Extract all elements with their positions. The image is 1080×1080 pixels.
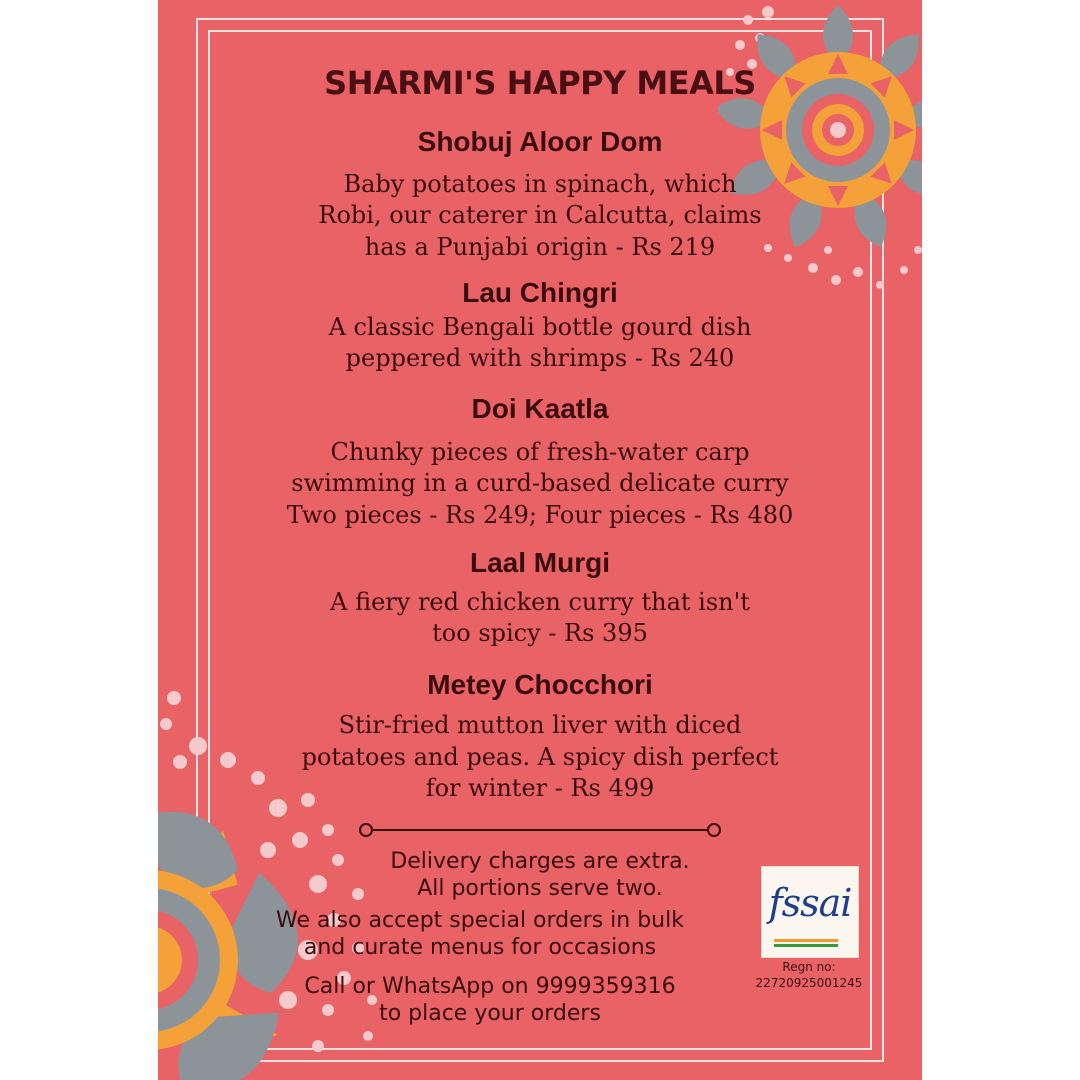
fssai-logo	[761, 866, 859, 958]
special-orders-note: and curate menus for occasions	[303, 935, 657, 960]
special-orders-note: We also accept special orders in bulk	[276, 908, 684, 933]
registration-label: Regn no:	[782, 960, 836, 974]
dish-description-line: Two pieces - Rs 249; Four pieces - Rs 480	[286, 501, 794, 529]
dish-name: Lau Chingri	[462, 277, 618, 308]
dish-description-line: for winter - Rs 499	[425, 774, 655, 802]
dish-description-line: potatoes and peas. A spicy dish perfect	[301, 743, 779, 771]
fssai-orange-stripe	[774, 939, 838, 942]
menu-card	[158, 0, 922, 1080]
dish-description-line: peppered with shrimps - Rs 240	[345, 344, 735, 372]
dish-description-line: Stir-fried mutton liver with diced	[338, 711, 742, 739]
dish-description-line: A classic Bengali bottle gourd dish	[328, 313, 752, 341]
dish-name: Doi Kaatla	[471, 393, 609, 424]
registration-number: 22720925001245	[755, 976, 863, 990]
dish-description-line: swimming in a curd-based delicate curry	[291, 469, 789, 497]
dish-description-line: too spicy - Rs 395	[432, 619, 648, 647]
dish-description-line: Chunky pieces of fresh-water carp	[330, 438, 750, 466]
divider-line	[358, 822, 722, 838]
fssai-green-stripe	[774, 944, 838, 947]
portions-note: All portions serve two.	[417, 876, 663, 901]
delivery-note: Delivery charges are extra.	[390, 849, 690, 874]
dish-description-line: has a Punjabi origin - Rs 219	[364, 233, 716, 261]
menu-content	[158, 0, 922, 1080]
contact-line: Call or WhatsApp on 9999359316	[304, 974, 676, 999]
dish-name: Shobuj Aloor Dom	[417, 126, 663, 157]
fssai-logo-text: fssai	[768, 881, 852, 925]
dish-description-line: Robi, our caterer in Calcutta, claims	[318, 201, 762, 229]
dish-name: Metey Chocchori	[427, 669, 653, 700]
dish-description-line: A fiery red chicken curry that isn't	[330, 588, 750, 616]
dish-description-line: Baby potatoes in spinach, which	[343, 170, 737, 198]
menu-title: SHARMI'S HAPPY MEALS	[324, 64, 756, 102]
dish-name: Laal Murgi	[469, 547, 610, 578]
contact-line: to place your orders	[379, 1001, 601, 1026]
